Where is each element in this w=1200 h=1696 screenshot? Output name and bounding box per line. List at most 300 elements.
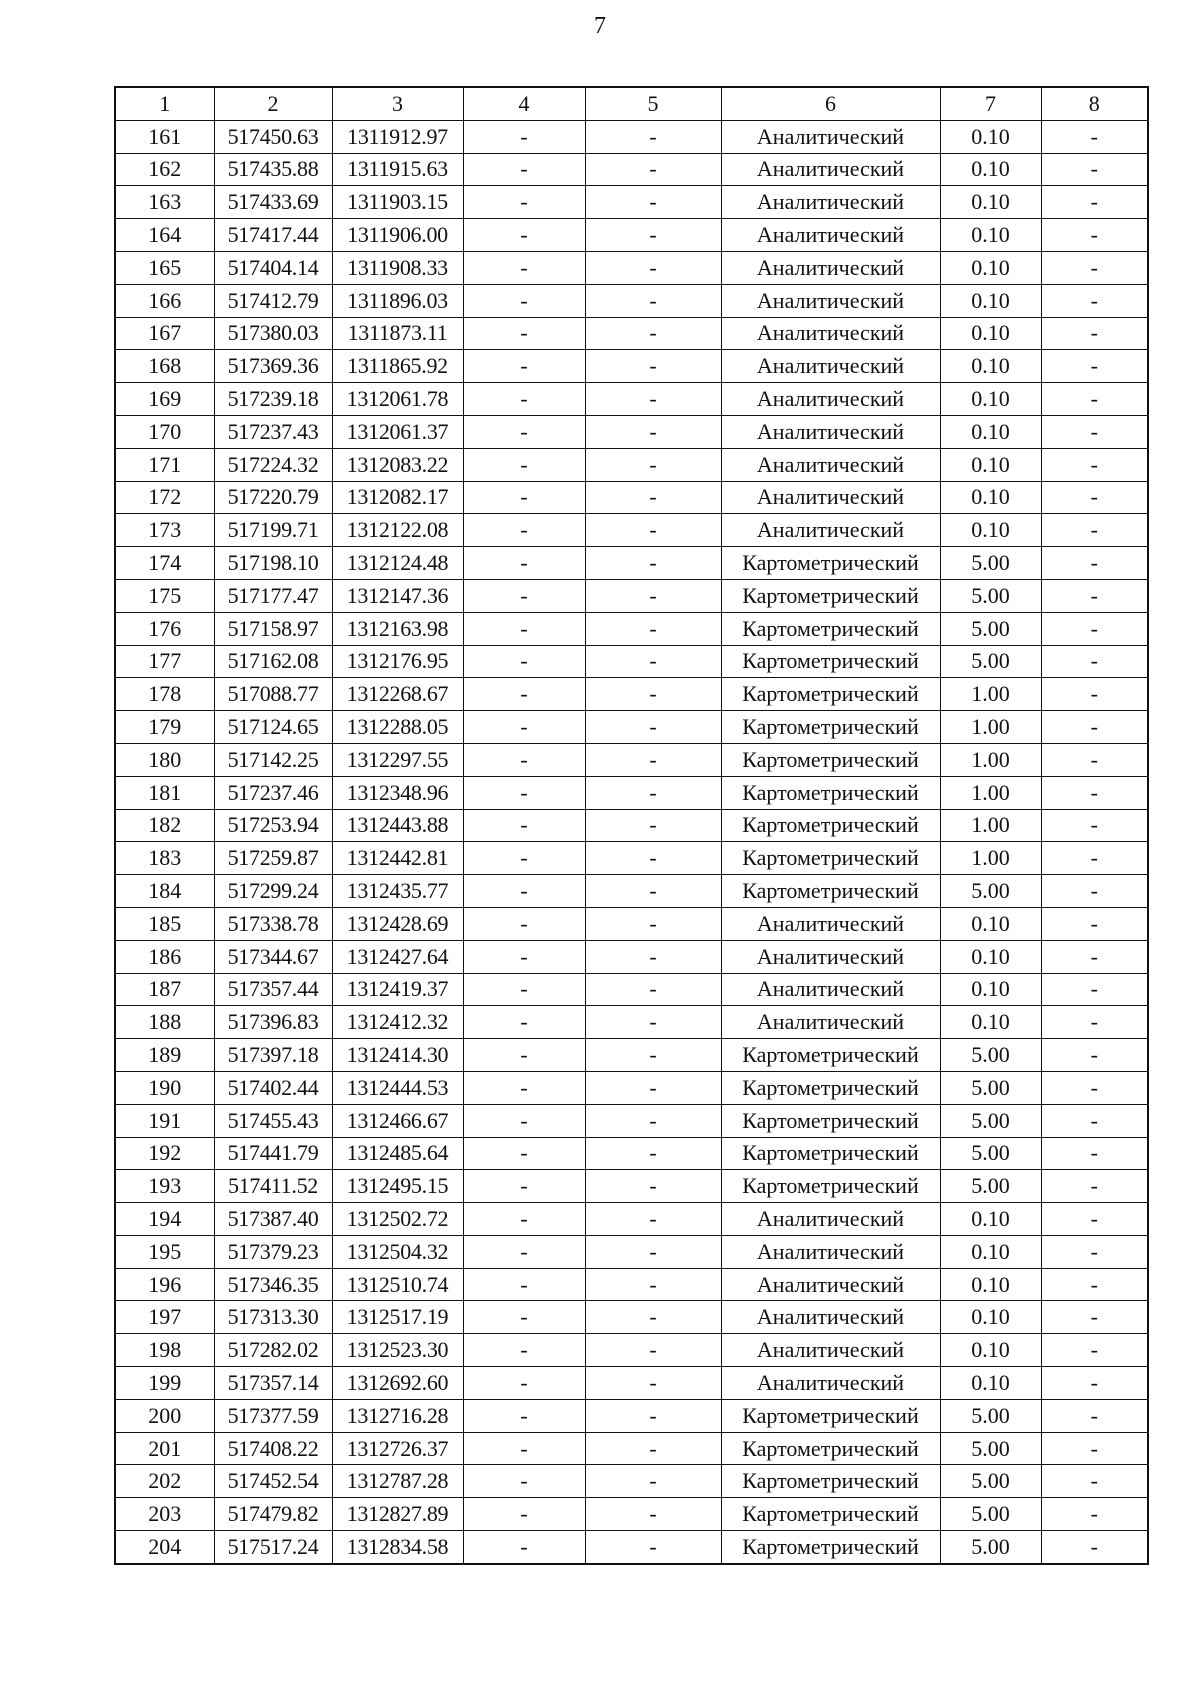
coordinates-table [114, 86, 1149, 1565]
cell-y-coordinate: 1312419.37 [332, 973, 463, 1006]
table-row [115, 1170, 1148, 1203]
cell-accuracy: 0.10 [940, 481, 1041, 514]
cell-x-coordinate: 517259.87 [214, 842, 332, 875]
cell-point-number: 170 [115, 415, 214, 448]
column-header-4: 4 [463, 87, 585, 120]
cell-y-coordinate: 1311873.11 [332, 317, 463, 350]
cell-method: Аналитический [721, 1367, 940, 1400]
cell-point-number: 202 [115, 1465, 214, 1498]
cell-col-8: - [1041, 842, 1148, 875]
cell-col-8: - [1041, 448, 1148, 481]
cell-point-number: 198 [115, 1334, 214, 1367]
cell-point-number: 194 [115, 1203, 214, 1236]
cell-method: Картометрический [721, 1039, 940, 1072]
cell-x-coordinate: 517177.47 [214, 579, 332, 612]
cell-col-4: - [463, 120, 585, 153]
cell-method: Аналитический [721, 153, 940, 186]
cell-method: Аналитический [721, 383, 940, 416]
cell-method: Аналитический [721, 350, 940, 383]
column-header-5: 5 [585, 87, 721, 120]
cell-accuracy: 0.10 [940, 383, 1041, 416]
cell-point-number: 185 [115, 907, 214, 940]
cell-accuracy: 0.10 [940, 153, 1041, 186]
cell-accuracy: 0.10 [940, 1367, 1041, 1400]
cell-accuracy: 5.00 [940, 1531, 1041, 1564]
cell-accuracy: 0.10 [940, 284, 1041, 317]
cell-accuracy: 0.10 [940, 317, 1041, 350]
cell-accuracy: 0.10 [940, 448, 1041, 481]
cell-x-coordinate: 517253.94 [214, 809, 332, 842]
cell-y-coordinate: 1312427.64 [332, 940, 463, 973]
cell-method: Аналитический [721, 1006, 940, 1039]
table-row [115, 219, 1148, 252]
cell-point-number: 161 [115, 120, 214, 153]
cell-accuracy: 0.10 [940, 120, 1041, 153]
cell-x-coordinate: 517377.59 [214, 1399, 332, 1432]
table-row [115, 1465, 1148, 1498]
cell-method: Картометрический [721, 1531, 940, 1564]
cell-accuracy: 5.00 [940, 645, 1041, 678]
cell-point-number: 163 [115, 186, 214, 219]
table-body [115, 87, 1148, 1564]
cell-col-8: - [1041, 350, 1148, 383]
cell-x-coordinate: 517380.03 [214, 317, 332, 350]
cell-col-4: - [463, 1006, 585, 1039]
cell-x-coordinate: 517397.18 [214, 1039, 332, 1072]
cell-x-coordinate: 517158.97 [214, 612, 332, 645]
table-row [115, 1203, 1148, 1236]
cell-col-8: - [1041, 1432, 1148, 1465]
table-row [115, 579, 1148, 612]
cell-col-8: - [1041, 1531, 1148, 1564]
cell-point-number: 169 [115, 383, 214, 416]
cell-x-coordinate: 517282.02 [214, 1334, 332, 1367]
cell-x-coordinate: 517124.65 [214, 711, 332, 744]
cell-y-coordinate: 1312061.78 [332, 383, 463, 416]
cell-col-4: - [463, 1301, 585, 1334]
cell-y-coordinate: 1312124.48 [332, 547, 463, 580]
table-row [115, 1498, 1148, 1531]
cell-y-coordinate: 1312061.37 [332, 415, 463, 448]
cell-col-4: - [463, 1465, 585, 1498]
table-row [115, 186, 1148, 219]
cell-point-number: 164 [115, 219, 214, 252]
cell-col-5: - [585, 711, 721, 744]
cell-point-number: 176 [115, 612, 214, 645]
cell-accuracy: 1.00 [940, 711, 1041, 744]
cell-col-5: - [585, 350, 721, 383]
cell-accuracy: 5.00 [940, 1071, 1041, 1104]
cell-col-4: - [463, 1531, 585, 1564]
cell-point-number: 175 [115, 579, 214, 612]
cell-col-4: - [463, 940, 585, 973]
cell-col-8: - [1041, 1334, 1148, 1367]
cell-point-number: 177 [115, 645, 214, 678]
table-row [115, 1301, 1148, 1334]
cell-method: Аналитический [721, 907, 940, 940]
cell-col-4: - [463, 711, 585, 744]
cell-col-4: - [463, 1137, 585, 1170]
cell-col-5: - [585, 940, 721, 973]
cell-method: Аналитический [721, 219, 940, 252]
cell-accuracy: 5.00 [940, 1498, 1041, 1531]
cell-col-8: - [1041, 711, 1148, 744]
cell-col-8: - [1041, 251, 1148, 284]
cell-accuracy: 5.00 [940, 612, 1041, 645]
cell-x-coordinate: 517142.25 [214, 743, 332, 776]
cell-point-number: 184 [115, 875, 214, 908]
cell-col-4: - [463, 612, 585, 645]
cell-point-number: 204 [115, 1531, 214, 1564]
cell-x-coordinate: 517517.24 [214, 1531, 332, 1564]
cell-col-4: - [463, 776, 585, 809]
cell-accuracy: 1.00 [940, 809, 1041, 842]
cell-point-number: 178 [115, 678, 214, 711]
table-row [115, 1399, 1148, 1432]
cell-col-4: - [463, 907, 585, 940]
cell-x-coordinate: 517313.30 [214, 1301, 332, 1334]
cell-method: Аналитический [721, 415, 940, 448]
cell-col-4: - [463, 284, 585, 317]
cell-accuracy: 5.00 [940, 547, 1041, 580]
cell-col-5: - [585, 1203, 721, 1236]
cell-y-coordinate: 1312485.64 [332, 1137, 463, 1170]
cell-y-coordinate: 1311906.00 [332, 219, 463, 252]
cell-col-8: - [1041, 776, 1148, 809]
cell-col-4: - [463, 317, 585, 350]
cell-y-coordinate: 1312510.74 [332, 1268, 463, 1301]
cell-col-4: - [463, 415, 585, 448]
cell-x-coordinate: 517220.79 [214, 481, 332, 514]
cell-col-5: - [585, 284, 721, 317]
cell-col-4: - [463, 842, 585, 875]
cell-col-5: - [585, 120, 721, 153]
cell-col-8: - [1041, 1006, 1148, 1039]
cell-point-number: 173 [115, 514, 214, 547]
cell-y-coordinate: 1312726.37 [332, 1432, 463, 1465]
table-row [115, 1235, 1148, 1268]
cell-col-4: - [463, 678, 585, 711]
table-row [115, 1006, 1148, 1039]
cell-point-number: 179 [115, 711, 214, 744]
cell-col-8: - [1041, 481, 1148, 514]
cell-col-4: - [463, 1268, 585, 1301]
cell-x-coordinate: 517402.44 [214, 1071, 332, 1104]
cell-method: Аналитический [721, 1268, 940, 1301]
column-header-1: 1 [115, 87, 214, 120]
table-row [115, 1367, 1148, 1400]
cell-col-8: - [1041, 317, 1148, 350]
cell-col-5: - [585, 1268, 721, 1301]
table-row [115, 1137, 1148, 1170]
cell-y-coordinate: 1312495.15 [332, 1170, 463, 1203]
cell-method: Аналитический [721, 514, 940, 547]
cell-x-coordinate: 517479.82 [214, 1498, 332, 1531]
cell-x-coordinate: 517237.43 [214, 415, 332, 448]
table-row [115, 1039, 1148, 1072]
cell-x-coordinate: 517396.83 [214, 1006, 332, 1039]
cell-col-4: - [463, 973, 585, 1006]
cell-method: Картометрический [721, 1137, 940, 1170]
cell-x-coordinate: 517441.79 [214, 1137, 332, 1170]
cell-col-5: - [585, 842, 721, 875]
cell-col-8: - [1041, 1367, 1148, 1400]
cell-col-4: - [463, 1071, 585, 1104]
cell-col-8: - [1041, 1170, 1148, 1203]
cell-col-8: - [1041, 743, 1148, 776]
cell-accuracy: 0.10 [940, 973, 1041, 1006]
table-row [115, 415, 1148, 448]
cell-col-8: - [1041, 1465, 1148, 1498]
cell-accuracy: 1.00 [940, 842, 1041, 875]
cell-accuracy: 5.00 [940, 875, 1041, 908]
table-row [115, 251, 1148, 284]
cell-col-8: - [1041, 1301, 1148, 1334]
cell-col-5: - [585, 448, 721, 481]
cell-col-4: - [463, 1498, 585, 1531]
cell-col-8: - [1041, 1104, 1148, 1137]
cell-accuracy: 5.00 [940, 1170, 1041, 1203]
cell-method: Картометрический [721, 1498, 940, 1531]
cell-x-coordinate: 517452.54 [214, 1465, 332, 1498]
cell-col-5: - [585, 1104, 721, 1137]
cell-y-coordinate: 1312444.53 [332, 1071, 463, 1104]
column-header-6: 6 [721, 87, 940, 120]
cell-col-5: - [585, 1531, 721, 1564]
table-row [115, 120, 1148, 153]
cell-y-coordinate: 1312692.60 [332, 1367, 463, 1400]
cell-method: Картометрический [721, 678, 940, 711]
cell-y-coordinate: 1312834.58 [332, 1531, 463, 1564]
cell-point-number: 193 [115, 1170, 214, 1203]
cell-col-5: - [585, 1367, 721, 1400]
cell-col-4: - [463, 514, 585, 547]
cell-x-coordinate: 517411.52 [214, 1170, 332, 1203]
cell-col-4: - [463, 383, 585, 416]
cell-col-4: - [463, 1334, 585, 1367]
cell-col-5: - [585, 743, 721, 776]
table-row [115, 1104, 1148, 1137]
cell-col-5: - [585, 1399, 721, 1432]
cell-point-number: 182 [115, 809, 214, 842]
cell-x-coordinate: 517450.63 [214, 120, 332, 153]
cell-x-coordinate: 517369.36 [214, 350, 332, 383]
cell-point-number: 172 [115, 481, 214, 514]
cell-point-number: 189 [115, 1039, 214, 1072]
table-row [115, 809, 1148, 842]
cell-method: Картометрический [721, 1170, 940, 1203]
cell-col-5: - [585, 1235, 721, 1268]
cell-x-coordinate: 517417.44 [214, 219, 332, 252]
cell-col-5: - [585, 153, 721, 186]
cell-point-number: 201 [115, 1432, 214, 1465]
cell-x-coordinate: 517344.67 [214, 940, 332, 973]
table-row [115, 383, 1148, 416]
cell-x-coordinate: 517237.46 [214, 776, 332, 809]
cell-method: Картометрический [721, 1465, 940, 1498]
table-row [115, 284, 1148, 317]
cell-col-8: - [1041, 1268, 1148, 1301]
table-row [115, 481, 1148, 514]
cell-x-coordinate: 517198.10 [214, 547, 332, 580]
cell-col-5: - [585, 1071, 721, 1104]
column-header-2: 2 [214, 87, 332, 120]
cell-y-coordinate: 1311865.92 [332, 350, 463, 383]
cell-col-5: - [585, 645, 721, 678]
cell-y-coordinate: 1312502.72 [332, 1203, 463, 1236]
cell-accuracy: 0.10 [940, 1301, 1041, 1334]
cell-accuracy: 5.00 [940, 1465, 1041, 1498]
cell-col-5: - [585, 415, 721, 448]
cell-col-4: - [463, 1104, 585, 1137]
cell-method: Аналитический [721, 1301, 940, 1334]
cell-col-5: - [585, 1137, 721, 1170]
cell-accuracy: 0.10 [940, 1235, 1041, 1268]
cell-method: Картометрический [721, 1071, 940, 1104]
table-row [115, 350, 1148, 383]
cell-col-4: - [463, 153, 585, 186]
cell-col-5: - [585, 1170, 721, 1203]
cell-col-8: - [1041, 973, 1148, 1006]
cell-x-coordinate: 517404.14 [214, 251, 332, 284]
table-row [115, 875, 1148, 908]
cell-y-coordinate: 1312288.05 [332, 711, 463, 744]
cell-col-5: - [585, 973, 721, 1006]
cell-point-number: 199 [115, 1367, 214, 1400]
cell-method: Картометрический [721, 743, 940, 776]
table-row [115, 1334, 1148, 1367]
cell-col-8: - [1041, 1399, 1148, 1432]
cell-method: Картометрический [721, 1432, 940, 1465]
cell-point-number: 171 [115, 448, 214, 481]
cell-col-5: - [585, 1039, 721, 1072]
cell-col-4: - [463, 481, 585, 514]
table-row [115, 153, 1148, 186]
cell-y-coordinate: 1312787.28 [332, 1465, 463, 1498]
cell-point-number: 174 [115, 547, 214, 580]
cell-col-4: - [463, 448, 585, 481]
cell-col-8: - [1041, 645, 1148, 678]
cell-col-8: - [1041, 1071, 1148, 1104]
cell-col-4: - [463, 579, 585, 612]
cell-method: Картометрический [721, 776, 940, 809]
cell-accuracy: 5.00 [940, 579, 1041, 612]
cell-accuracy: 0.10 [940, 350, 1041, 383]
cell-y-coordinate: 1312412.32 [332, 1006, 463, 1039]
cell-method: Картометрический [721, 1399, 940, 1432]
cell-col-8: - [1041, 415, 1148, 448]
cell-method: Картометрический [721, 809, 940, 842]
cell-x-coordinate: 517387.40 [214, 1203, 332, 1236]
cell-y-coordinate: 1312147.36 [332, 579, 463, 612]
cell-method: Аналитический [721, 284, 940, 317]
table-row [115, 448, 1148, 481]
cell-col-8: - [1041, 120, 1148, 153]
cell-point-number: 197 [115, 1301, 214, 1334]
cell-col-5: - [585, 481, 721, 514]
cell-method: Аналитический [721, 940, 940, 973]
cell-y-coordinate: 1312428.69 [332, 907, 463, 940]
cell-accuracy: 5.00 [940, 1039, 1041, 1072]
cell-y-coordinate: 1312517.19 [332, 1301, 463, 1334]
table-row [115, 1432, 1148, 1465]
cell-point-number: 187 [115, 973, 214, 1006]
cell-y-coordinate: 1312268.67 [332, 678, 463, 711]
cell-point-number: 181 [115, 776, 214, 809]
cell-method: Аналитический [721, 1203, 940, 1236]
table-row [115, 973, 1148, 1006]
cell-point-number: 188 [115, 1006, 214, 1039]
table-row [115, 678, 1148, 711]
cell-accuracy: 0.10 [940, 940, 1041, 973]
cell-col-5: - [585, 317, 721, 350]
table-header-row [115, 87, 1148, 120]
cell-x-coordinate: 517433.69 [214, 186, 332, 219]
table-row [115, 776, 1148, 809]
cell-accuracy: 5.00 [940, 1399, 1041, 1432]
cell-point-number: 183 [115, 842, 214, 875]
cell-col-4: - [463, 743, 585, 776]
cell-col-4: - [463, 547, 585, 580]
cell-col-8: - [1041, 153, 1148, 186]
cell-col-8: - [1041, 1137, 1148, 1170]
cell-col-4: - [463, 251, 585, 284]
cell-x-coordinate: 517199.71 [214, 514, 332, 547]
column-header-7: 7 [940, 87, 1041, 120]
cell-method: Картометрический [721, 547, 940, 580]
cell-col-5: - [585, 547, 721, 580]
cell-y-coordinate: 1311908.33 [332, 251, 463, 284]
cell-x-coordinate: 517299.24 [214, 875, 332, 908]
cell-accuracy: 0.10 [940, 1006, 1041, 1039]
cell-col-8: - [1041, 809, 1148, 842]
cell-col-5: - [585, 251, 721, 284]
cell-col-8: - [1041, 1235, 1148, 1268]
cell-method: Аналитический [721, 1334, 940, 1367]
cell-col-4: - [463, 875, 585, 908]
cell-method: Аналитический [721, 1235, 940, 1268]
cell-y-coordinate: 1311915.63 [332, 153, 463, 186]
cell-col-5: - [585, 186, 721, 219]
cell-col-4: - [463, 1170, 585, 1203]
cell-col-4: - [463, 1367, 585, 1400]
cell-col-5: - [585, 1334, 721, 1367]
cell-col-8: - [1041, 678, 1148, 711]
cell-x-coordinate: 517338.78 [214, 907, 332, 940]
cell-col-5: - [585, 776, 721, 809]
cell-col-8: - [1041, 514, 1148, 547]
cell-y-coordinate: 1312716.28 [332, 1399, 463, 1432]
cell-accuracy: 0.10 [940, 186, 1041, 219]
cell-col-8: - [1041, 284, 1148, 317]
cell-y-coordinate: 1311896.03 [332, 284, 463, 317]
cell-y-coordinate: 1312435.77 [332, 875, 463, 908]
table-row [115, 1531, 1148, 1564]
cell-y-coordinate: 1312122.08 [332, 514, 463, 547]
cell-col-8: - [1041, 186, 1148, 219]
cell-point-number: 165 [115, 251, 214, 284]
cell-y-coordinate: 1312083.22 [332, 448, 463, 481]
cell-col-5: - [585, 907, 721, 940]
cell-accuracy: 0.10 [940, 907, 1041, 940]
table-row [115, 514, 1148, 547]
cell-accuracy: 1.00 [940, 678, 1041, 711]
cell-accuracy: 0.10 [940, 1203, 1041, 1236]
cell-col-4: - [463, 1039, 585, 1072]
column-header-3: 3 [332, 87, 463, 120]
cell-col-5: - [585, 612, 721, 645]
cell-point-number: 200 [115, 1399, 214, 1432]
